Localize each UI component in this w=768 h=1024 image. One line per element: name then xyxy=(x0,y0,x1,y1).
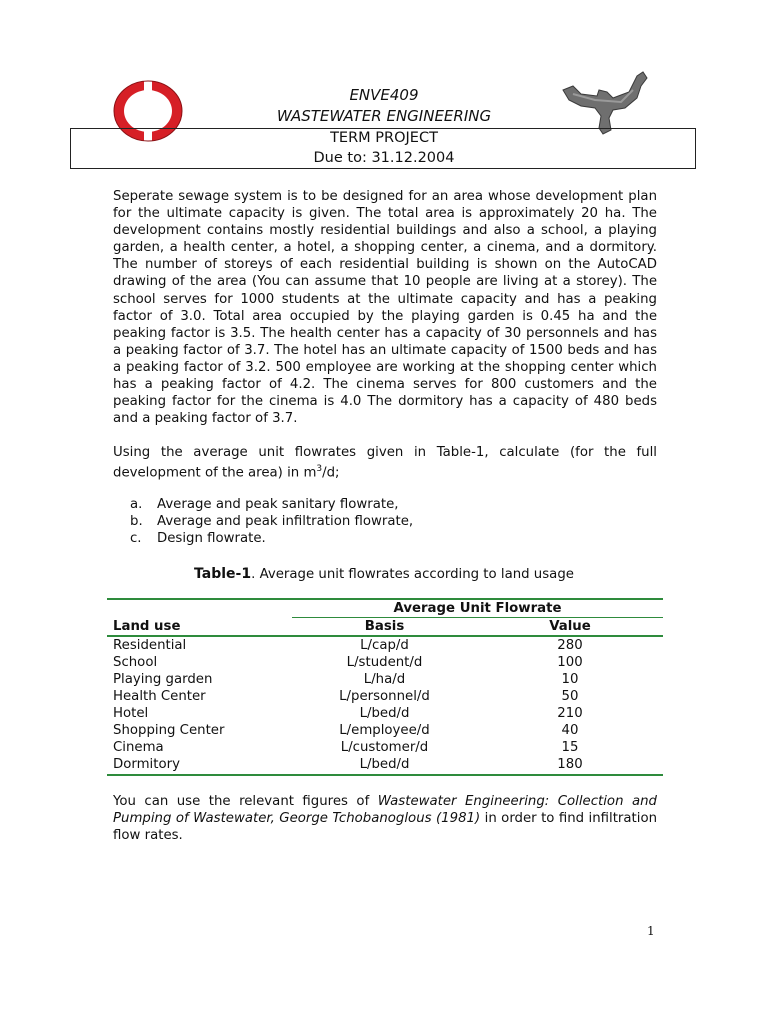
table-cell-value: 10 xyxy=(561,672,579,687)
list-item xyxy=(130,530,413,547)
group-header: Average Unit Flowrate xyxy=(393,601,562,616)
column-header-basis: Basis xyxy=(364,619,405,634)
table-cell-basis: L/bed/d xyxy=(359,706,410,721)
table-cell-value: 15 xyxy=(561,740,579,755)
list-text: Average and peak sanitary flowrate, xyxy=(157,497,399,512)
table-cell-basis: L/ha/d xyxy=(363,672,406,687)
table-cell-basis: L/student/d xyxy=(346,655,423,670)
table-cell-land-use: School xyxy=(113,655,158,670)
table-cell-value: 50 xyxy=(561,689,579,704)
table-cell-value: 210 xyxy=(557,706,583,721)
reference-title: Wastewater Engineering: Collection and Pumping of Wastewater, George Tchobanoglous (1981) xyxy=(113,794,657,827)
list-marker: a. xyxy=(130,497,143,512)
task-unit: /d; xyxy=(322,465,340,481)
task-text: Using the average unit flowrates given in Table-1, calculate (for the full development of the area) in m xyxy=(113,445,657,481)
table-caption xyxy=(0,566,768,582)
reference-suffix: in order to find infiltration flow rates. xyxy=(113,811,658,844)
table-cell-value: 280 xyxy=(557,638,583,653)
table-cell-basis: L/cap/d xyxy=(360,638,409,653)
course-name: WASTEWATER ENGINEERING xyxy=(276,107,492,125)
table-cell-land-use: Hotel xyxy=(113,706,149,721)
table-cell-basis: L/customer/d xyxy=(340,740,429,755)
table-cell-land-use: Dormitory xyxy=(113,757,180,772)
table-cell-basis: L/personnel/d xyxy=(339,689,430,704)
reference-paragraph xyxy=(113,793,657,844)
course-code: ENVE409 xyxy=(349,86,419,104)
table-caption-text: . Average unit flowrates according to land usage xyxy=(251,567,574,582)
list-item xyxy=(130,513,413,530)
list-item xyxy=(130,496,413,513)
list-marker: b. xyxy=(130,514,143,530)
intro-paragraph: Seperate sewage system is to be designed for an area whose development plan for the ultimate capacity is given. The total area is approximately 20 ha. The development contains mostly residential buildings and also a school, a playing garden, a health center, a hotel, a shopping center, a cinema, and a dormitory. The number of storeys of each residential building is shown on the AutoCAD drawing of the area (You can assume that 10 people are living at a storey). The school serves for 1000 students at the ultimate capacity and has a peaking factor of 3.0. Total area occupied by the playing garden is 0.45 ha and the peaking factor is 3.5. The health center has a capacity of 30 personnels and has a peaking factor of 3.7. The hotel has an ultimate capacity of 1500 beds and has a peaking factor of 3.2. 500 employee are working at the shopping center which has a peaking factor of 4.2. The cinema serves for 800 customers and the peaking factor for the cinema is 4.0 The dormitory has a capacity of 480 beds and a peaking factor of 3.7. xyxy=(113,189,657,427)
table-cell-basis: L/employee/d xyxy=(339,723,430,738)
document-type: TERM PROJECT xyxy=(330,130,438,146)
table-cell-land-use: Playing garden xyxy=(113,672,213,687)
list-text: Design flowrate. xyxy=(157,531,266,547)
table-cell-value: 180 xyxy=(557,757,583,772)
table-cell-land-use: Cinema xyxy=(113,740,164,755)
table-cell-value: 40 xyxy=(561,723,579,738)
page-number: 1 xyxy=(647,924,655,938)
table-cell-basis: L/bed/d xyxy=(359,757,410,772)
reference-prefix: You can use the relevant figures of xyxy=(113,794,378,809)
column-header-value: Value xyxy=(549,619,591,634)
task-superscript: 3 xyxy=(316,464,323,475)
table-cell-land-use: Health Center xyxy=(113,689,206,704)
table-cell-value: 100 xyxy=(557,655,583,670)
table-cell-land-use: Residential xyxy=(113,638,187,653)
list-text: Average and peak infiltration flowrate, xyxy=(157,514,414,530)
table-bottom-rule xyxy=(107,774,663,776)
table-caption-label: Table-1 xyxy=(194,566,252,582)
due-date: Due to: 31.12.2004 xyxy=(313,150,455,166)
task-paragraph xyxy=(113,444,657,482)
list-marker: c. xyxy=(130,531,142,547)
task-list xyxy=(130,496,413,547)
table-cell-land-use: Shopping Center xyxy=(113,723,225,738)
flowrate-table xyxy=(107,598,663,778)
column-header-land-use: Land use xyxy=(113,619,181,634)
